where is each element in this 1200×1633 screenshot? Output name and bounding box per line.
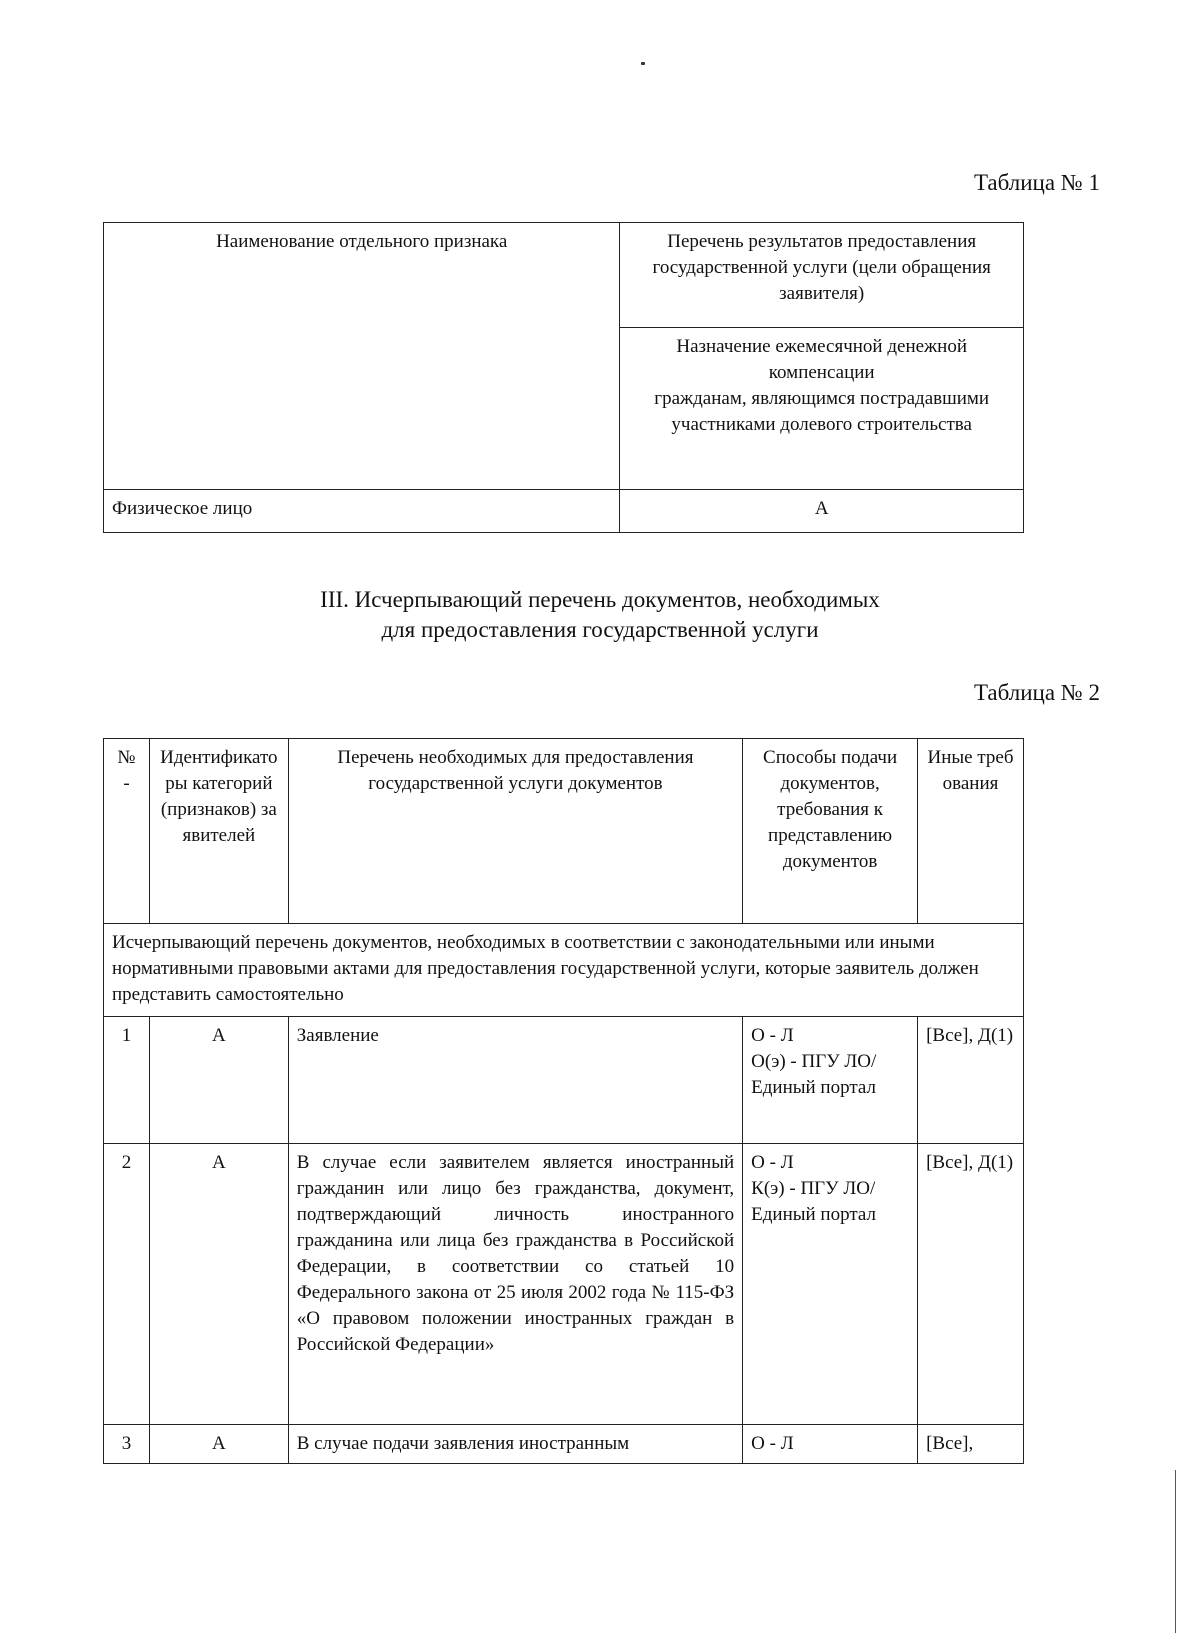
row-method-line: О - Л	[751, 1025, 794, 1046]
table2-header-identifiers: Идентификаторы категорий (признаков) заявителей	[149, 739, 288, 924]
row-other: [Все],	[918, 1425, 1024, 1464]
row-other: [Все], Д(1)	[918, 1144, 1024, 1425]
table2-caption: Таблица № 2	[973, 680, 1100, 705]
scan-speck	[641, 62, 645, 65]
table1-result-line-1: Назначение ежемесячной денежной компенсации	[676, 335, 968, 383]
row-identifier: А	[149, 1144, 288, 1425]
table2-header-other: Иные требования	[918, 739, 1024, 924]
section-heading-line-1: III. Исчерпывающий перечень документов, необходимых	[320, 587, 880, 612]
row-num: 1	[104, 1017, 150, 1144]
table1-result-line-2: гражданам, являющимся пострадавшими участниками долевого строительства	[654, 387, 990, 435]
row-method-line: О - Л	[751, 1433, 794, 1454]
table1-header-results: Перечень результатов предоставления государственной услуги (цели обращения заявителя)	[620, 223, 1024, 328]
row-num: 2	[104, 1144, 150, 1425]
table-2	[103, 738, 1024, 1464]
row-methods	[743, 1425, 918, 1464]
table1-row-code: А	[620, 490, 1024, 533]
table-row	[104, 1425, 1024, 1464]
table2-group-heading: Исчерпывающий перечень документов, необходимых в соответствии с законодательными или иными нормативными правовыми актами для предоставления государственной услуги, которые заявитель должен представить самостоятельно	[104, 924, 1024, 1017]
row-method-line: О(э) - ПГУ ЛО/Единый портал	[751, 1051, 877, 1098]
row-other: [Все], Д(1)	[918, 1017, 1024, 1144]
row-identifier: А	[149, 1425, 288, 1464]
row-document: В случае подачи заявления иностранным	[288, 1425, 742, 1464]
table1-result-cell	[620, 327, 1024, 489]
table-1	[103, 222, 1024, 533]
section-heading-line-2: для предоставления государственной услуги	[381, 617, 819, 642]
table2-header-methods: Способы подачи документов, требования к представлению документов	[743, 739, 918, 924]
section-heading	[0, 585, 1200, 645]
row-methods	[743, 1017, 918, 1144]
table1-caption: Таблица № 1	[973, 170, 1100, 195]
row-num: 3	[104, 1425, 150, 1464]
row-method-line: О - Л	[751, 1152, 794, 1173]
row-document: В случае если заявителем является иностранный гражданин или лицо без гражданства, документ, подтверждающий личность иностранного гражданина или лица без гражданства в Российской Федерации, в соответствии со статьей 10 Федерального закона от 25 июля 2002 года № 115-ФЗ «О правовом положении иностранных граждан в Российской Федерации»	[288, 1144, 742, 1425]
table1-row-sign: Физическое лицо	[104, 490, 620, 533]
table-row	[104, 1144, 1024, 1425]
scan-edge-line	[1175, 1470, 1176, 1633]
table2-header-documents: Перечень необходимых для предоставления государственной услуги документов	[288, 739, 742, 924]
table2-header-num: № -	[104, 739, 150, 924]
row-identifier: А	[149, 1017, 288, 1144]
table1-header-sign: Наименование отдельного признака	[104, 223, 620, 490]
row-methods	[743, 1144, 918, 1425]
table-row	[104, 1017, 1024, 1144]
row-method-line: К(э) - ПГУ ЛО/Единый портал	[751, 1178, 876, 1225]
row-document: Заявление	[288, 1017, 742, 1144]
